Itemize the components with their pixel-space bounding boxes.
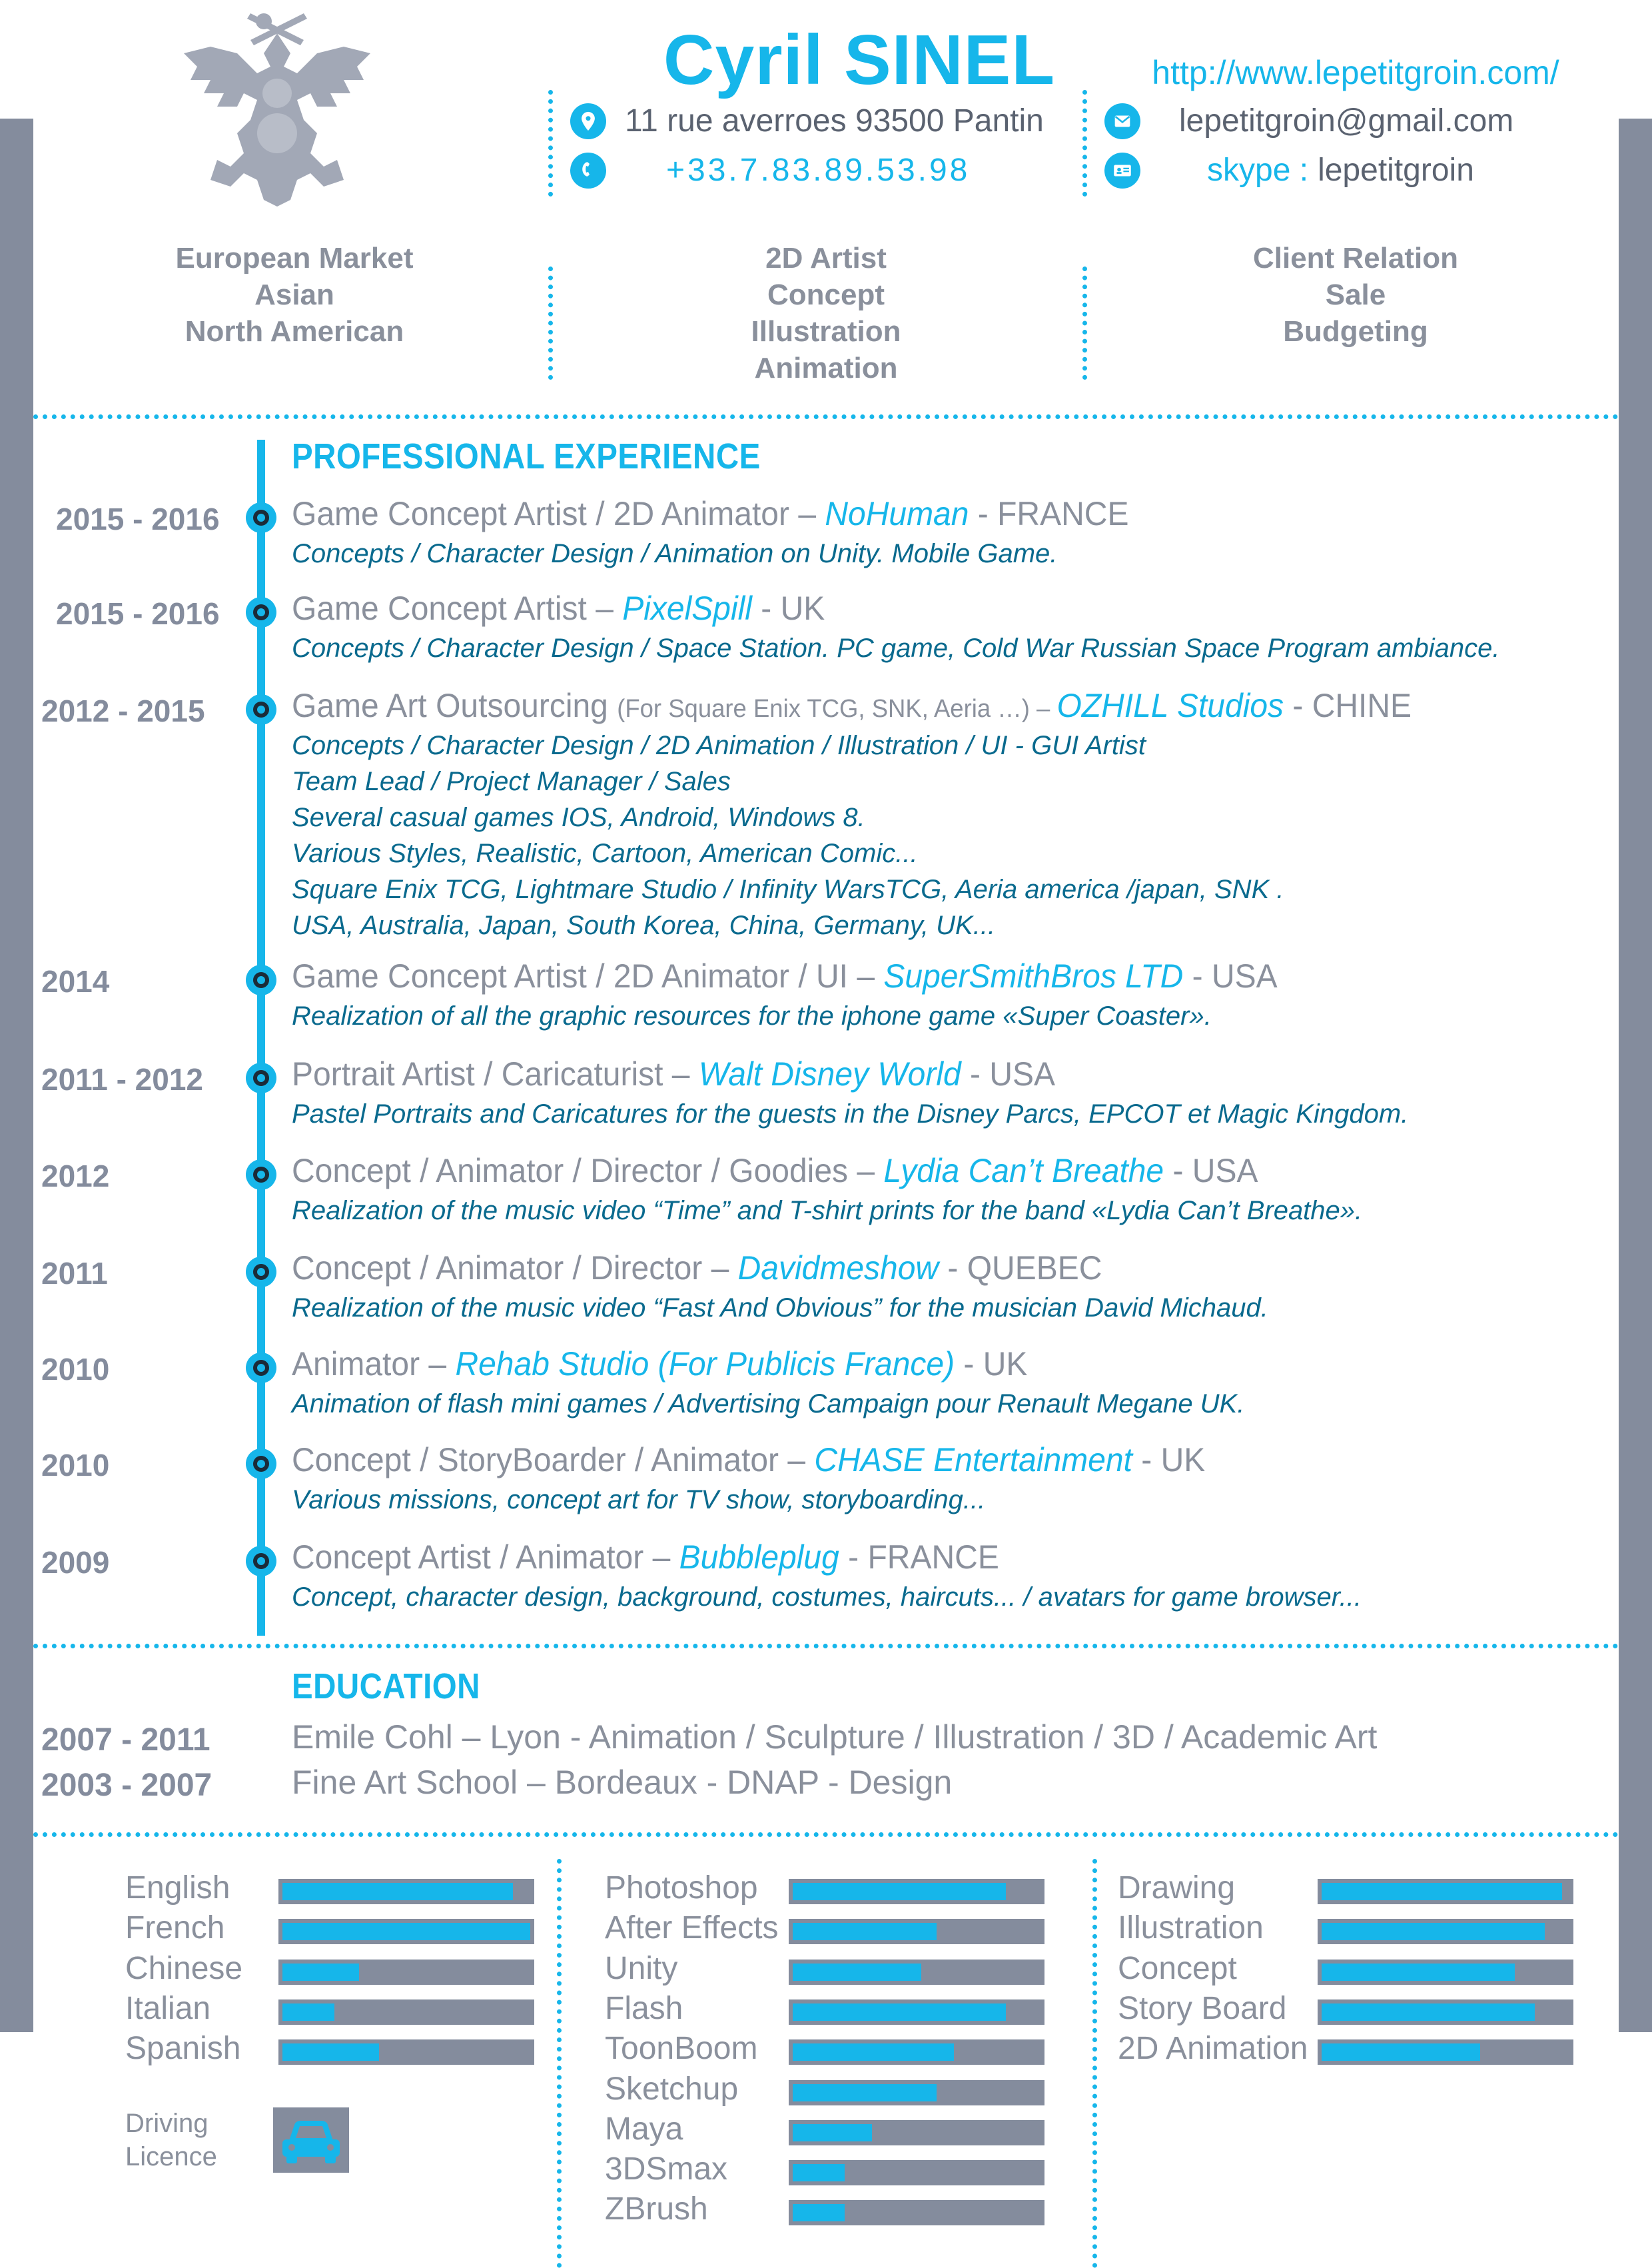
experience-detail-line: Various missions, concept art for TV show, storyboarding... <box>292 1485 986 1514</box>
skill-level-bar <box>789 2120 1044 2145</box>
timeline-dot <box>246 1159 276 1190</box>
header-divider-right <box>1082 90 1087 197</box>
contact-card-icon <box>1104 153 1140 189</box>
car-icon-box <box>273 2107 349 2173</box>
skill-level-fill <box>793 2124 872 2141</box>
experience-role: Concept / Animator / Director – <box>292 1249 738 1287</box>
skill-level-fill <box>1322 2043 1480 2061</box>
experience-detail-line: Various Styles, Realistic, Cartoon, American Comic... <box>292 839 918 868</box>
bars-divider-right <box>1092 1859 1097 2268</box>
timeline-dot <box>246 1546 276 1576</box>
experience-years: 2012 <box>41 1159 110 1193</box>
experience-role: Concept Artist / Animator – <box>292 1538 679 1576</box>
emblem-icon <box>171 7 384 220</box>
skill-level-bar <box>278 1879 534 1904</box>
email-icon <box>1104 103 1140 139</box>
skill-name: English <box>125 1870 230 1906</box>
experience-detail-line: Realization of the music video “Time” and T-shirt prints for the band «Lydia Can’t Breathe». <box>292 1196 1363 1225</box>
experience-country: - FRANCE <box>839 1538 999 1576</box>
phone-text[interactable]: +33.7.83.89.53.98 <box>666 153 971 188</box>
skill-item: Concept <box>767 279 885 311</box>
skill-level-bar <box>789 1999 1044 2025</box>
experience-company: Walt Disney World <box>698 1055 961 1093</box>
skill-level-fill <box>793 2164 845 2181</box>
experience-description <box>292 536 1057 572</box>
skill-level-bar <box>789 2039 1044 2065</box>
timeline-dot <box>246 694 276 725</box>
experience-company: Rehab Studio (For Publicis France) <box>455 1345 955 1383</box>
skill-level-bar <box>1318 1960 1573 1985</box>
skill-level-bar <box>789 2160 1044 2185</box>
experience-heading <box>292 1151 1258 1190</box>
experience-heading <box>292 1538 999 1576</box>
experience-company: SuperSmithBros LTD <box>883 957 1184 995</box>
experience-heading <box>292 494 1128 533</box>
driving-licence-label <box>125 2107 217 2173</box>
skill-level-fill <box>1322 1883 1562 1900</box>
experience-description <box>292 998 1212 1034</box>
experience-country: - CHINE <box>1284 687 1412 724</box>
skill-level-bar <box>789 2080 1044 2105</box>
skill-level-bar <box>1318 1999 1573 2025</box>
skill-level-fill <box>282 1883 513 1900</box>
skill-name: Photoshop <box>605 1870 758 1906</box>
experience-years: 2011 - 2012 <box>41 1062 204 1097</box>
experience-country: - USA <box>1183 957 1278 995</box>
timeline-dot <box>246 1257 276 1287</box>
experience-role: Animator – <box>292 1345 456 1383</box>
experience-years: 2011 <box>41 1256 108 1291</box>
experience-role: Game Concept Artist / 2D Animator / UI – <box>292 957 884 995</box>
experience-detail-line: Realization of all the graphic resources for the iphone game «Super Coaster». <box>292 1001 1212 1031</box>
phone-row <box>570 152 970 189</box>
skill-name: ZBrush <box>605 2191 708 2227</box>
skill-name: French <box>125 1910 225 1946</box>
skill-level-bar <box>1318 1879 1573 1904</box>
business-skills <box>1122 240 1589 350</box>
experience-country: - UK <box>1132 1441 1206 1478</box>
skill-name: ToonBoom <box>605 2031 758 2067</box>
skill-name: Chinese <box>125 1950 243 1986</box>
skill-item: Budgeting <box>1283 315 1428 348</box>
candidate-name: Cyril SINEL <box>663 21 1056 99</box>
experience-company: Davidmeshow <box>737 1249 939 1287</box>
skill-name: Sketchup <box>605 2071 739 2107</box>
experience-heading <box>292 686 1412 725</box>
timeline-dot <box>246 502 276 533</box>
skill-item: Asian <box>254 279 334 311</box>
address-row <box>570 103 1044 139</box>
timeline-dot <box>246 597 276 628</box>
experience-note: (For Square Enix TCG, SNK, Aeria …) – <box>617 695 1057 723</box>
experience-detail-line: Team Lead / Project Manager / Sales <box>292 767 731 796</box>
timeline-dot <box>246 1448 276 1479</box>
skill-item: European Market <box>175 242 414 275</box>
experience-role: Concept / Animator / Director / Goodies – <box>292 1152 884 1189</box>
skill-item: Sale <box>1325 279 1386 311</box>
skill-name: Spanish <box>125 2031 241 2067</box>
skill-name: Concept <box>1118 1950 1237 1986</box>
experience-country: - USA <box>1164 1152 1258 1189</box>
skill-level-bar <box>278 1960 534 1985</box>
skill-level-fill <box>793 1964 921 1981</box>
experience-detail-line: USA, Australia, Japan, South Korea, China, Germany, UK... <box>292 911 996 940</box>
skill-item: Client Relation <box>1252 242 1459 275</box>
location-pin-icon <box>570 103 606 139</box>
experience-years: 2015 - 2016 <box>56 596 220 631</box>
skill-level-bar <box>278 1919 534 1944</box>
skill-name: Unity <box>605 1950 678 1986</box>
experience-years: 2010 <box>41 1448 110 1482</box>
skill-name: Maya <box>605 2111 683 2147</box>
experience-role: Portrait Artist / Caricaturist – <box>292 1055 699 1093</box>
skill-item: Illustration <box>751 315 901 348</box>
experience-detail-line: Animation of flash mini games / Advertising Campaign pour Renault Megane UK. <box>292 1389 1245 1418</box>
experience-heading <box>292 1055 1055 1093</box>
skill-level-bar <box>789 2200 1044 2225</box>
section-divider-3 <box>33 1832 1619 1837</box>
experience-detail-line: Several casual games IOS, Android, Windows 8. <box>292 803 865 832</box>
email-row <box>1104 103 1513 139</box>
skill-item: 2D Artist <box>765 242 887 275</box>
experience-detail-line: Concepts / Character Design / Space Station. PC game, Cold War Russian Space Program ambiance. <box>292 634 1500 663</box>
email-text[interactable]: lepetitgroin@gmail.com <box>1179 103 1514 139</box>
experience-company: CHASE Entertainment <box>814 1441 1132 1478</box>
skill-level-fill <box>282 1923 530 1940</box>
experience-company: PixelSpill <box>622 590 752 627</box>
skill-name: Drawing <box>1118 1870 1236 1906</box>
experience-company: Lydia Can’t Breathe <box>883 1152 1164 1189</box>
experience-country: - UK <box>955 1345 1028 1383</box>
skill-level-fill <box>1322 2003 1535 2021</box>
timeline-dot <box>246 1063 276 1093</box>
skill-name: Story Board <box>1118 1990 1287 2026</box>
experience-detail-line: Concepts / Character Design / Animation on Unity. Mobile Game. <box>292 539 1058 568</box>
artist-skills <box>593 240 1059 386</box>
education-text: Emile Cohl – Lyon - Animation / Sculpture / Illustration / 3D / Academic Art <box>292 1718 1378 1756</box>
skill-name: 3DSmax <box>605 2151 728 2187</box>
skill-level-fill <box>282 2043 379 2061</box>
website-link[interactable]: http://www.lepetitgroin.com/ <box>1152 54 1559 91</box>
skill-level-bar <box>1318 2039 1573 2065</box>
skill-name: Flash <box>605 1990 683 2026</box>
skill-level-fill <box>282 1964 359 1981</box>
skill-level-bar <box>278 1999 534 2025</box>
experience-country: - UK <box>751 590 825 627</box>
skype-label: skype : <box>1207 153 1309 188</box>
experience-country: - FRANCE <box>969 495 1129 532</box>
skill-level-fill <box>1322 1964 1515 1981</box>
experience-description <box>292 1579 1362 1615</box>
skill-level-fill <box>793 2204 845 2221</box>
experience-description <box>292 630 1499 666</box>
education-years: 2003 - 2007 <box>41 1768 212 1803</box>
skill-level-fill <box>282 2003 334 2021</box>
experience-description <box>292 1482 985 1518</box>
skill-level-fill <box>1322 1923 1545 1940</box>
experience-heading <box>292 589 825 628</box>
education-text: Fine Art School – Bordeaux - DNAP - Design <box>292 1764 953 1801</box>
experience-years: 2009 <box>41 1545 110 1580</box>
education-title: EDUCATION <box>292 1666 480 1706</box>
experience-title: PROFESSIONAL EXPERIENCE <box>292 436 761 476</box>
car-icon <box>273 2107 349 2173</box>
experience-role: Game Art Outsourcing <box>292 687 618 724</box>
skill-level-bar <box>1318 1919 1573 1944</box>
section-divider-1 <box>33 414 1619 419</box>
driving-label-line: Licence <box>125 2142 217 2171</box>
experience-heading <box>292 1249 1102 1287</box>
driving-label-line: Driving <box>125 2109 208 2138</box>
experience-years: 2012 - 2015 <box>41 694 205 728</box>
skill-item: North American <box>185 315 404 348</box>
experience-description <box>292 1386 1244 1422</box>
skill-level-fill <box>793 1883 1006 1900</box>
experience-role: Game Concept Artist – <box>292 590 623 627</box>
education-years: 2007 - 2011 <box>41 1722 210 1758</box>
skill-level-fill <box>793 2084 937 2101</box>
experience-detail-line: Concept, character design, background, costumes, haircuts... / avatars for game browser... <box>292 1582 1362 1612</box>
skill-level-fill <box>793 2003 1006 2021</box>
skill-level-fill <box>793 1923 937 1940</box>
experience-detail-line: Square Enix TCG, Lightmare Studio / Infinity WarsTCG, Aeria america /japan, SNK . <box>292 875 1284 904</box>
experience-years: 2015 - 2016 <box>56 502 220 536</box>
skill-item: Animation <box>754 352 898 384</box>
experience-country: - QUEBEC <box>939 1249 1102 1287</box>
experience-description <box>292 1193 1362 1229</box>
experience-company: Bubbleplug <box>679 1538 839 1576</box>
experience-country: - USA <box>961 1055 1056 1093</box>
skype-row <box>1104 152 1474 189</box>
skill-level-fill <box>793 2043 954 2061</box>
experience-heading <box>292 957 1278 995</box>
address-text: 11 rue averroes 93500 Pantin <box>625 103 1044 139</box>
experience-detail-line: Pastel Portraits and Caricatures for the guests in the Disney Parcs, EPCOT et Magic Kingdom. <box>292 1099 1409 1129</box>
skill-name: 2D Animation <box>1118 2031 1308 2067</box>
phone-icon <box>570 153 606 189</box>
experience-years: 2010 <box>41 1352 110 1387</box>
experience-company: OZHILL Studios <box>1056 687 1284 724</box>
experience-heading <box>292 1345 1027 1383</box>
experience-role: Concept / StoryBoarder / Animator – <box>292 1441 815 1478</box>
timeline-dot <box>246 965 276 995</box>
timeline-dot <box>246 1353 276 1383</box>
experience-detail-line: Concepts / Character Design / 2D Animation / Illustration / UI - GUI Artist <box>292 731 1146 760</box>
bars-divider-left <box>557 1859 562 2268</box>
experience-years: 2014 <box>41 964 110 999</box>
skill-name: Italian <box>125 1990 211 2026</box>
experience-description <box>292 728 1284 943</box>
experience-heading <box>292 1440 1205 1479</box>
skills-divider-left <box>548 267 553 380</box>
experience-role: Game Concept Artist / 2D Animator – <box>292 495 825 532</box>
skill-name: After Effects <box>605 1910 779 1946</box>
header-divider-left <box>548 90 553 197</box>
right-side-bar <box>1619 119 1652 2032</box>
skill-name: Illustration <box>1118 1910 1264 1946</box>
experience-description <box>292 1096 1408 1132</box>
skill-level-bar <box>789 1919 1044 1944</box>
skill-level-bar <box>789 1960 1044 1985</box>
skype-handle[interactable]: lepetitgroin <box>1318 153 1474 188</box>
skills-divider-right <box>1082 267 1087 380</box>
skill-level-bar <box>278 2039 534 2065</box>
section-divider-2 <box>33 1644 1619 1648</box>
experience-company: NoHuman <box>825 495 969 532</box>
left-side-bar <box>0 119 33 2032</box>
market-skills <box>61 240 528 350</box>
skill-level-bar <box>789 1879 1044 1904</box>
experience-description <box>292 1290 1268 1326</box>
experience-detail-line: Realization of the music video “Fast And Obvious” for the musician David Michaud. <box>292 1293 1268 1323</box>
